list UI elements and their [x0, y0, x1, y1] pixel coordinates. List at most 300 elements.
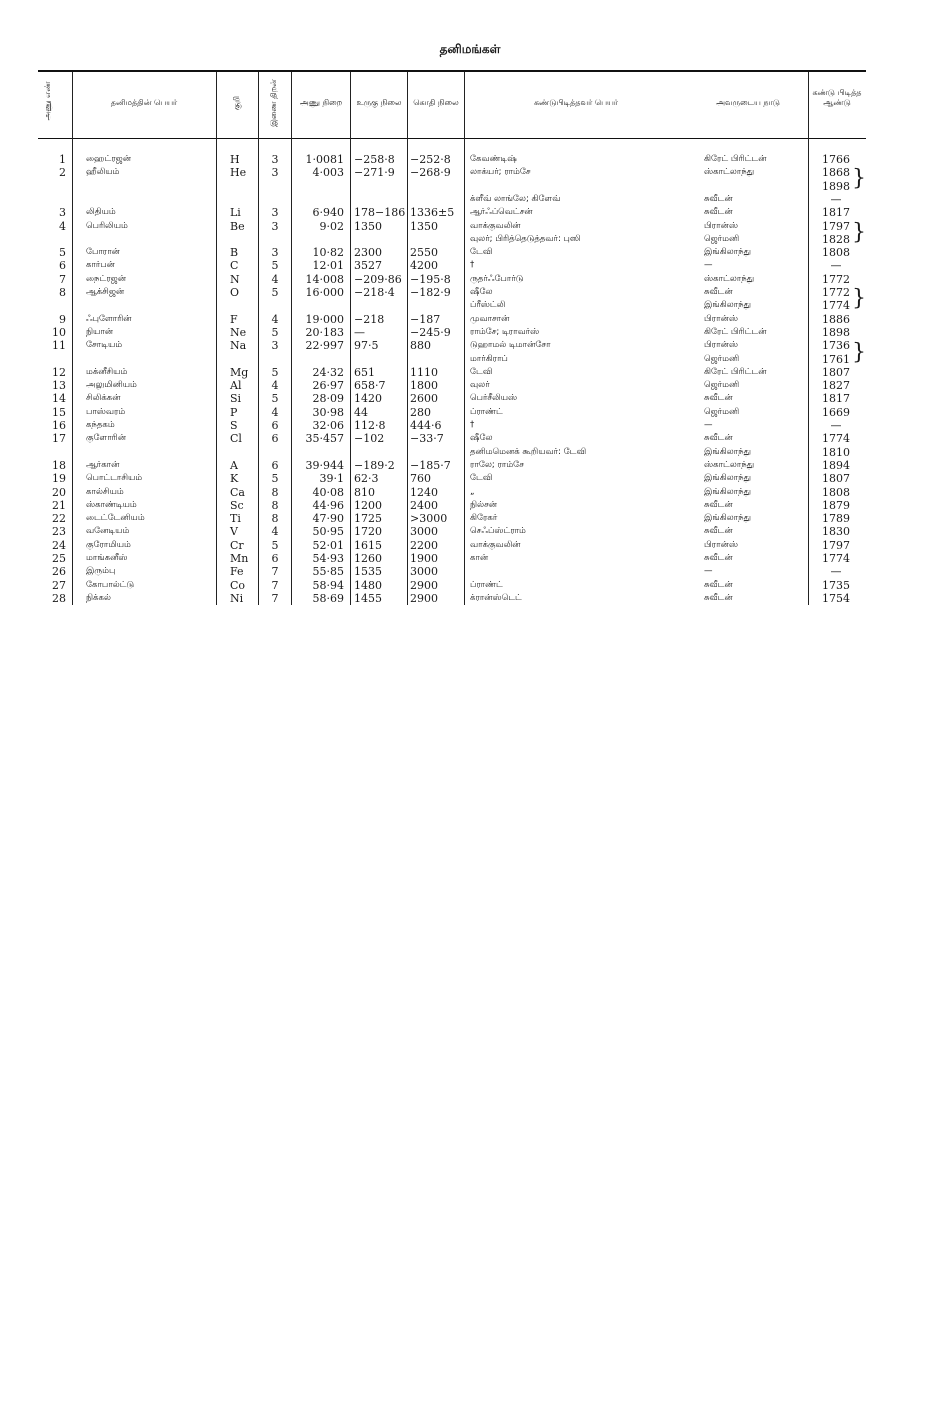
- atomic-number-cell: 22: [52, 512, 66, 526]
- atomic-number-cell: 14: [52, 392, 66, 406]
- atomic-weight-cell: 16·000: [305, 286, 344, 299]
- header-atomic-weight: அணு நிறை: [299, 98, 343, 107]
- valence-cell: 4: [271, 379, 279, 393]
- year-cell: 1766: [822, 153, 850, 166]
- symbol-cell: Li: [230, 206, 241, 220]
- valence-cell: 4: [271, 312, 279, 326]
- year-cell: 1830: [822, 525, 850, 539]
- symbol-cell: Mg: [230, 365, 249, 379]
- boiling-point-cell: 4200: [410, 259, 438, 273]
- year-cell: 1774: [822, 299, 850, 313]
- year-cell: 1810: [822, 445, 850, 459]
- valence-cell: 5: [271, 472, 279, 486]
- country-cell: சுவீடன்: [704, 207, 733, 218]
- element-name-cell: மாங்கனீஸ்: [86, 553, 128, 563]
- atomic-weight-cell: 6·940: [312, 206, 344, 220]
- discoverer-cell: ஷீலே: [470, 433, 493, 444]
- element-name-cell: ஸ்காண்டியம்: [86, 499, 137, 510]
- atomic-number-cell: 27: [52, 578, 66, 592]
- valence-cell: 3: [271, 219, 279, 233]
- atomic-weight-cell: 35·457: [305, 432, 344, 446]
- symbol-cell: Cl: [230, 432, 242, 446]
- year-cell: 1807: [822, 365, 850, 379]
- atomic-number-cell: 4: [59, 219, 66, 233]
- year-cell: 1797: [822, 219, 850, 233]
- boiling-point-cell: 1110: [410, 365, 438, 379]
- symbol-cell: Ca: [230, 485, 245, 499]
- atomic-weight-cell: 4·003: [312, 166, 344, 180]
- discoverer-cell: வுலர்; பிரித்தெடுத்தவர்: புஸி: [470, 233, 581, 244]
- boiling-point-cell: −252·8: [410, 153, 451, 166]
- boiling-point-cell: 1350: [410, 219, 438, 233]
- header-boiling-point: கொதி நிலை: [413, 98, 459, 107]
- symbol-cell: Co: [230, 578, 246, 592]
- brace-mark: }: [852, 286, 866, 311]
- discoverer-cell: லாக்யர்; ராம்சே: [470, 167, 531, 178]
- atomic-number-cell: 8: [59, 286, 66, 299]
- country-cell: —: [704, 566, 713, 577]
- year-cell: 1807: [822, 472, 850, 486]
- atomic-number-cell: 18: [52, 458, 66, 472]
- symbol-cell: F: [230, 312, 238, 326]
- year-cell: 1772: [822, 272, 850, 286]
- atomic-number-cell: 6: [59, 259, 66, 273]
- symbol-cell: Ne: [230, 325, 247, 339]
- element-name-cell: சோடியம்: [86, 340, 123, 351]
- atomic-number-cell: 21: [52, 498, 66, 512]
- element-name-cell: இரும்பு: [86, 566, 116, 577]
- atomic-weight-cell: 10·82: [312, 246, 344, 260]
- melting-point-cell: —: [354, 325, 365, 339]
- melting-point-cell: 810: [354, 485, 375, 499]
- symbol-cell: A: [230, 458, 238, 472]
- atomic-weight-cell: 9·02: [319, 219, 344, 233]
- header-element-name: தனிமத்தின் பெயர்: [110, 98, 178, 107]
- symbol-cell: S: [230, 419, 238, 432]
- atomic-weight-cell: 52·01: [312, 538, 344, 552]
- atomic-weight-cell: 39·944: [305, 458, 344, 472]
- boiling-point-cell: −33·7: [410, 432, 444, 446]
- year-cell: —: [830, 565, 842, 579]
- valence-cell: 6: [271, 419, 279, 432]
- country-cell: —: [704, 260, 713, 271]
- melting-point-cell: −218·4: [354, 286, 395, 299]
- country-cell: சுவீடன்: [704, 553, 733, 563]
- element-name-cell: பொட்டாசியம்: [86, 473, 143, 484]
- atomic-weight-cell: 55·85: [312, 565, 344, 579]
- discoverer-cell: க்ளீவ் லாங்லே; கிளேவ்: [470, 193, 561, 204]
- valence-cell: 8: [271, 498, 279, 512]
- year-cell: —: [830, 419, 842, 432]
- discoverer-cell: ராம்சே; டிராவர்ஸ்: [470, 326, 540, 337]
- melting-point-cell: 1615: [354, 538, 382, 552]
- symbol-cell: C: [230, 259, 239, 273]
- country-cell: —: [704, 420, 713, 430]
- element-name-cell: போரான்: [86, 247, 120, 258]
- valence-cell: 7: [271, 591, 279, 605]
- year-cell: 1797: [822, 538, 850, 552]
- atomic-weight-cell: 58·94: [312, 578, 344, 592]
- melting-point-cell: 658·7: [354, 379, 386, 393]
- boiling-point-cell: 1240: [410, 485, 438, 499]
- melting-point-cell: −189·2: [354, 458, 395, 472]
- valence-cell: 5: [271, 538, 279, 552]
- atomic-number-cell: 13: [52, 379, 66, 393]
- melting-point-cell: −218: [354, 312, 385, 326]
- symbol-cell: O: [230, 286, 240, 299]
- country-cell: கிரேட் பிரிட்டன்: [704, 326, 767, 337]
- element-name-cell: கோபால்ட்டு: [86, 579, 135, 590]
- year-cell: 1774: [822, 432, 850, 446]
- year-cell: —: [830, 192, 842, 206]
- discoverer-cell: வாக்குவலின்: [470, 220, 521, 231]
- boiling-point-cell: −245·9: [410, 325, 451, 339]
- country-cell: இங்கிலாந்து: [704, 247, 751, 258]
- element-name-cell: டைட்டேனியம்: [86, 513, 145, 524]
- valence-cell: 5: [271, 392, 279, 406]
- element-name-cell: கந்தகம்: [86, 420, 115, 430]
- atomic-weight-cell: 47·90: [312, 512, 344, 526]
- symbol-cell: H: [230, 153, 240, 166]
- melting-point-cell: −258·8: [354, 153, 395, 166]
- discoverer-cell: வுலர்: [470, 380, 490, 391]
- atomic-number-cell: 10: [52, 325, 66, 339]
- element-name-cell: கார்பன்: [86, 260, 115, 271]
- boiling-point-cell: −185·7: [410, 458, 451, 472]
- melting-point-cell: 2300: [354, 246, 382, 260]
- element-name-cell: குளோரின்: [86, 433, 127, 444]
- country-cell: கிரேட் பிரிட்டன்: [704, 154, 767, 164]
- discoverer-cell: க்ரான்ஸ்டெட்: [470, 592, 522, 603]
- boiling-point-cell: 760: [410, 472, 431, 486]
- boiling-point-cell: −182·9: [410, 286, 451, 299]
- country-cell: ஸ்காட்லாந்து: [704, 459, 755, 470]
- year-cell: 1886: [822, 312, 850, 326]
- melting-point-cell: 1350: [354, 219, 382, 233]
- element-name-cell: பாஸ்வரம்: [86, 406, 126, 417]
- atomic-number-cell: 19: [52, 472, 66, 486]
- year-cell: 1898: [822, 325, 850, 339]
- country-cell: இங்கிலாந்து: [704, 300, 751, 311]
- country-cell: பிரான்ஸ்: [704, 340, 738, 351]
- valence-cell: 5: [271, 286, 279, 299]
- melting-point-cell: −102: [354, 432, 385, 446]
- discoverer-cell: கான்: [470, 553, 489, 563]
- year-cell: —: [830, 259, 842, 273]
- atomic-weight-cell: 24·32: [312, 365, 344, 379]
- atomic-weight-cell: 32·06: [312, 419, 344, 432]
- discoverer-cell: „: [470, 486, 475, 497]
- valence-cell: 4: [271, 405, 279, 419]
- symbol-cell: Ni: [230, 591, 244, 605]
- table-top-rule: [38, 70, 866, 72]
- year-cell: 1868: [822, 166, 850, 180]
- column-divider: [72, 72, 73, 605]
- atomic-number-cell: 11: [52, 339, 66, 353]
- atomic-weight-cell: 26·97: [312, 379, 344, 393]
- atomic-weight-cell: 40·08: [312, 485, 344, 499]
- element-name-cell: லிதியம்: [86, 207, 116, 218]
- boiling-point-cell: 1800: [410, 379, 438, 393]
- country-cell: இங்கிலாந்து: [704, 473, 751, 484]
- element-name-cell: ஹைட்ரஜன்: [86, 154, 131, 164]
- symbol-cell: Cr: [230, 538, 244, 552]
- discoverer-cell: ப்ரீஸ்ட்லி: [470, 300, 506, 311]
- atomic-number-cell: 2: [59, 166, 66, 180]
- element-name-cell: வனேடியம்: [86, 526, 130, 537]
- brace-mark: }: [852, 220, 866, 245]
- atomic-weight-cell: 39·1: [319, 472, 344, 486]
- discoverer-cell: ப்ராண்ட்: [470, 579, 503, 590]
- country-cell: இங்கிலாந்து: [704, 446, 751, 457]
- atomic-number-cell: 12: [52, 365, 66, 379]
- discoverer-cell: செஃப்ஸ்ட்ராம்: [470, 526, 526, 537]
- page-title: தனிமங்கள்: [439, 42, 501, 56]
- header-year: கண்டு பிடித்த ஆண்டு: [812, 88, 862, 107]
- boiling-point-cell: 3000: [410, 565, 438, 579]
- discoverer-cell: ராலே; ராம்சே: [470, 459, 524, 470]
- year-cell: 1827: [822, 379, 850, 393]
- year-cell: 1789: [822, 512, 850, 526]
- column-divider: [216, 72, 217, 605]
- symbol-cell: He: [230, 166, 247, 180]
- boiling-point-cell: 1900: [410, 552, 438, 565]
- discoverer-cell: ஷீலே: [470, 287, 493, 297]
- melting-point-cell: 3527: [354, 259, 382, 273]
- boiling-point-cell: −195·8: [410, 272, 451, 286]
- boiling-point-cell: 2900: [410, 578, 438, 592]
- valence-cell: 6: [271, 432, 279, 446]
- country-cell: இங்கிலாந்து: [704, 486, 751, 497]
- atomic-weight-cell: 19·000: [305, 312, 344, 326]
- brace-mark: }: [852, 340, 866, 365]
- year-cell: 1828: [822, 232, 850, 246]
- symbol-cell: Be: [230, 219, 245, 233]
- year-cell: 1761: [822, 352, 850, 366]
- valence-cell: 5: [271, 365, 279, 379]
- boiling-point-cell: 1336±5: [410, 206, 455, 220]
- element-name-cell: ஹீலியம்: [86, 167, 120, 178]
- year-cell: 1817: [822, 392, 850, 406]
- atomic-number-cell: 15: [52, 405, 66, 419]
- element-name-cell: மக்னீசியம்: [86, 366, 128, 377]
- header-bottom-rule: [38, 138, 866, 139]
- year-cell: 1735: [822, 578, 850, 592]
- element-name-cell: ஃபுளோரின்: [86, 313, 132, 324]
- column-divider: [407, 72, 408, 605]
- header-country: அவருடைய நாடு: [716, 98, 780, 107]
- country-cell: சுவீடன்: [704, 592, 733, 603]
- melting-point-cell: 1535: [354, 565, 382, 579]
- valence-cell: 5: [271, 325, 279, 339]
- boiling-point-cell: 280: [410, 405, 431, 419]
- melting-point-cell: 1260: [354, 552, 382, 565]
- symbol-cell: N: [230, 272, 240, 286]
- valence-cell: 3: [271, 206, 279, 220]
- year-cell: 1736: [822, 339, 850, 353]
- melting-point-cell: −271·9: [354, 166, 395, 180]
- atomic-weight-cell: 28·09: [312, 392, 344, 406]
- symbol-cell: P: [230, 405, 238, 419]
- country-cell: சுவீடன்: [704, 433, 733, 444]
- atomic-number-cell: 5: [59, 246, 66, 260]
- column-divider: [808, 72, 809, 605]
- discoverer-cell: ப்ராண்ட்: [470, 406, 503, 417]
- melting-point-cell: −209·86: [354, 272, 402, 286]
- valence-cell: 3: [271, 153, 279, 166]
- discoverer-cell: டேவி: [470, 247, 493, 258]
- year-cell: 1894: [822, 458, 850, 472]
- element-name-cell: நிக்கல்: [86, 592, 111, 603]
- discoverer-cell: தனிமமெனக் கூறியவர்: டேவி: [470, 446, 587, 457]
- discoverer-cell: ருதர்ஃபோர்டு: [470, 273, 524, 284]
- element-name-cell: ஆர்கான்: [86, 459, 120, 470]
- discoverer-cell: நில்சன்: [470, 499, 498, 510]
- discoverer-cell: டுஹாமல் டிமான்சோ: [470, 340, 551, 351]
- symbol-cell: Ti: [230, 512, 241, 526]
- year-cell: 1774: [822, 552, 850, 565]
- country-cell: ஜெர்மனி: [704, 233, 740, 244]
- boiling-point-cell: 2600: [410, 392, 438, 406]
- element-name-cell: ஆக்சிஜன்: [86, 287, 125, 297]
- header-valence: இணை திறன்: [269, 79, 278, 127]
- country-cell: சுவீடன்: [704, 287, 733, 297]
- valence-cell: 6: [271, 552, 279, 565]
- discoverer-cell: †: [470, 420, 475, 430]
- discoverer-cell: †: [470, 260, 475, 271]
- country-cell: சுவீடன்: [704, 579, 733, 590]
- country-cell: பிரான்ஸ்: [704, 220, 738, 231]
- country-cell: இங்கிலாந்து: [704, 513, 751, 524]
- atomic-number-cell: 17: [52, 432, 66, 446]
- atomic-number-cell: 20: [52, 485, 66, 499]
- country-cell: சுவீடன்: [704, 526, 733, 537]
- boiling-point-cell: 2400: [410, 498, 438, 512]
- column-divider: [350, 72, 351, 605]
- valence-cell: 6: [271, 458, 279, 472]
- atomic-number-cell: 9: [59, 312, 66, 326]
- year-cell: 1879: [822, 498, 850, 512]
- header-symbol: குறி: [232, 96, 241, 110]
- atomic-number-cell: 3: [59, 206, 66, 220]
- symbol-cell: V: [230, 525, 238, 539]
- boiling-point-cell: 2550: [410, 246, 438, 260]
- melting-point-cell: 178−186: [354, 206, 406, 220]
- year-cell: 1772: [822, 286, 850, 299]
- boiling-point-cell: 880: [410, 339, 431, 353]
- discoverer-cell: கேவண்டிஷ்: [470, 154, 517, 164]
- discoverer-cell: கிரேகர்: [470, 513, 498, 524]
- valence-cell: 4: [271, 525, 279, 539]
- country-cell: சுவீடன்: [704, 499, 733, 510]
- element-name-cell: சிலிக்கன்: [86, 393, 121, 404]
- atomic-number-cell: 16: [52, 419, 66, 432]
- atomic-weight-cell: 20·183: [305, 325, 344, 339]
- symbol-cell: Sc: [230, 498, 244, 512]
- country-cell: ஜெர்மனி: [704, 353, 740, 364]
- valence-cell: 5: [271, 259, 279, 273]
- symbol-cell: K: [230, 472, 239, 486]
- melting-point-cell: 97·5: [354, 339, 379, 353]
- year-cell: 1808: [822, 485, 850, 499]
- boiling-point-cell: 2900: [410, 591, 438, 605]
- boiling-point-cell: −187: [410, 312, 441, 326]
- element-name-cell: குரோமியம்: [86, 539, 131, 550]
- symbol-cell: Al: [230, 379, 242, 393]
- atomic-number-cell: 25: [52, 552, 66, 565]
- melting-point-cell: 1480: [354, 578, 382, 592]
- atomic-weight-cell: 30·98: [312, 405, 344, 419]
- atomic-number-cell: 1: [59, 153, 66, 166]
- country-cell: பிரான்ஸ்: [704, 313, 738, 324]
- melting-point-cell: 112·8: [354, 419, 386, 432]
- year-cell: 1898: [822, 179, 850, 193]
- discoverer-cell: டேவி: [470, 366, 493, 377]
- year-cell: 1817: [822, 206, 850, 220]
- element-name-cell: பெரிலியம்: [86, 220, 128, 231]
- atomic-number-cell: 28: [52, 591, 66, 605]
- atomic-weight-cell: 22·997: [305, 339, 344, 353]
- discoverer-cell: மார்கிராப்: [470, 353, 508, 364]
- symbol-cell: B: [230, 246, 239, 260]
- discoverer-cell: வாக்குவலின்: [470, 539, 521, 550]
- melting-point-cell: 1720: [354, 525, 382, 539]
- column-divider: [464, 72, 465, 605]
- header-atomic-number: அணு எண்: [43, 81, 52, 121]
- country-cell: சுவீடன்: [704, 193, 733, 204]
- country-cell: ஸ்காட்லாந்து: [704, 273, 755, 284]
- valence-cell: 4: [271, 272, 279, 286]
- country-cell: ஸ்காட்லாந்து: [704, 167, 755, 178]
- valence-cell: 3: [271, 166, 279, 180]
- year-cell: 1808: [822, 246, 850, 260]
- melting-point-cell: 62·3: [354, 472, 379, 486]
- country-cell: சுவீடன்: [704, 393, 733, 404]
- country-cell: கிரேட் பிரிட்டன்: [704, 366, 767, 377]
- valence-cell: 3: [271, 339, 279, 353]
- discoverer-cell: முவாசான்: [470, 313, 510, 324]
- discoverer-cell: ஆர்ஃப்வெட்சன்: [470, 207, 533, 218]
- valence-cell: 3: [271, 246, 279, 260]
- atomic-weight-cell: 50·95: [312, 525, 344, 539]
- column-divider: [258, 72, 259, 605]
- atomic-weight-cell: 1·0081: [305, 153, 344, 166]
- element-name-cell: நியான்: [86, 326, 114, 337]
- element-name-cell: கால்சியம்: [86, 486, 124, 497]
- atomic-number-cell: 23: [52, 525, 66, 539]
- discoverer-cell: டேவி: [470, 473, 493, 484]
- atomic-weight-cell: 14·008: [305, 272, 344, 286]
- country-cell: ஜெர்மனி: [704, 380, 740, 391]
- valence-cell: 8: [271, 512, 279, 526]
- atomic-weight-cell: 58·69: [312, 591, 344, 605]
- atomic-number-cell: 7: [59, 272, 66, 286]
- valence-cell: 7: [271, 578, 279, 592]
- melting-point-cell: 651: [354, 365, 375, 379]
- symbol-cell: Fe: [230, 565, 244, 579]
- boiling-point-cell: 2200: [410, 538, 438, 552]
- atomic-weight-cell: 12·01: [312, 259, 344, 273]
- year-cell: 1754: [822, 591, 850, 605]
- boiling-point-cell: 444·6: [410, 419, 442, 432]
- boiling-point-cell: 3000: [410, 525, 438, 539]
- country-cell: ஜெர்மனி: [704, 406, 740, 417]
- boiling-point-cell: >3000: [410, 512, 448, 526]
- atomic-number-cell: 24: [52, 538, 66, 552]
- valence-cell: 7: [271, 565, 279, 579]
- discoverer-cell: பெர்சீலியஸ்: [470, 393, 518, 404]
- atomic-number-cell: 26: [52, 565, 66, 579]
